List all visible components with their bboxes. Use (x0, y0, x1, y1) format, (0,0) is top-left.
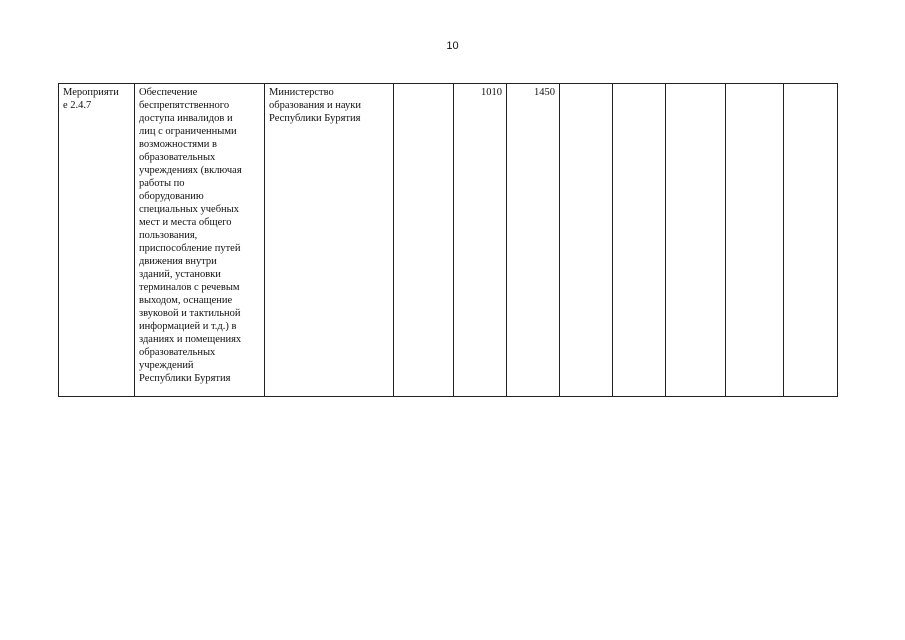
page-number: 10 (446, 40, 459, 52)
description-cell (135, 84, 265, 397)
activity-code: Мероприяти е 2.4.7 (63, 87, 119, 111)
program-table (58, 83, 838, 397)
value-cell: 1010 (454, 84, 507, 397)
executor-cell (265, 84, 394, 397)
value-cell (394, 84, 454, 397)
value-cell (613, 84, 666, 397)
activity-cell (59, 84, 135, 397)
value-cell (560, 84, 613, 397)
value-cell (784, 84, 838, 397)
executor-name: Министерство образования и науки Республики Бурятия (269, 87, 361, 124)
activity-description: Обеспечение беспрепятственного доступа инвалидов и лиц с ограниченными возможностями в образовательных учреждениях (включая работы по оборудованию специальных учебных мест и места общего пользования, приспособление путей движения внутри зданий, установки терминалов с речевым выходом, оснащение звуковой и тактильной информацией и т.д.) в зданиях и помещениях образовательных учреждений Республики Бурятия (139, 87, 242, 384)
value-cell: 1450 (507, 84, 560, 397)
table-row (59, 84, 838, 397)
value-cell (666, 84, 726, 397)
value-cell (726, 84, 784, 397)
